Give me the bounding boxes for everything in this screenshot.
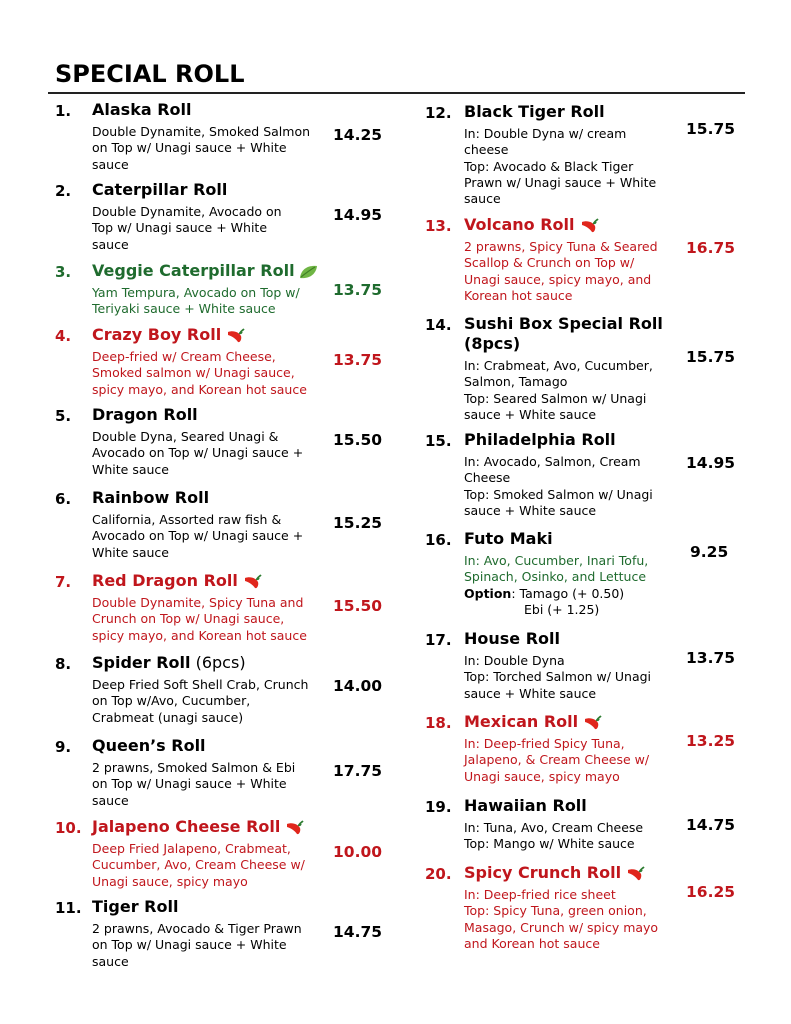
item-name-label: Caterpillar Roll: [92, 180, 228, 199]
item-number: 14.: [425, 316, 452, 334]
item-name-label: Veggie Caterpillar Roll: [92, 261, 295, 280]
item-description: In: Tuna, Avo, Cream Cheese Top: Mango w/ White sauce: [464, 820, 644, 852]
item-description: 2 prawns, Smoked Salmon & Ebi on Top w/ Unagi sauce + White sauce: [92, 760, 296, 808]
item-price: 15.50: [333, 597, 383, 615]
item-description: Yam Tempura, Avocado on Top w/ Teriyaki sauce + White sauce: [92, 285, 300, 317]
item-description: In: Deep-fried Spicy Tuna, Jalapeno, & Cream Cheese w/ Unagi sauce, spicy mayo: [464, 736, 650, 784]
item-name-label: Mexican Roll: [464, 712, 579, 731]
item-number: 13.: [425, 217, 452, 235]
item-price: 10.00: [333, 843, 383, 861]
item-name-label: Futo Maki: [464, 529, 553, 548]
item-name: [92, 897, 178, 916]
item-name-label: Sushi Box Special Roll: [464, 314, 663, 333]
item-price: 15.75: [686, 120, 736, 138]
item-name: [464, 102, 605, 121]
item-description: Double Dynamite, Smoked Salmon on Top w/ Unagi sauce + White sauce: [92, 124, 311, 172]
item-option: [464, 586, 624, 602]
item-price: 9.25: [690, 543, 729, 561]
item-name: [92, 817, 304, 836]
menu-title: SPECIAL ROLL: [55, 60, 245, 88]
item-number: 15.: [425, 432, 452, 450]
item-description: In: Crabmeat, Avo, Cucumber, Salmon, Tamago Top: Seared Salmon w/ Unagi sauce + White sauce: [464, 358, 653, 422]
option-value: : Tamago (+ 0.50): [511, 585, 625, 601]
chili-pepper-icon: [579, 218, 599, 234]
item-number: 12.: [425, 104, 452, 122]
item-name: [464, 529, 553, 548]
item-name-label: Volcano Roll: [464, 215, 575, 234]
item-description: In: Avocado, Salmon, Cream Cheese Top: Smoked Salmon w/ Unagi sauce + White sauce: [464, 454, 653, 518]
item-description: Double Dyna, Seared Unagi & Avocado on Top w/ Unagi sauce + White sauce: [92, 429, 304, 477]
item-description: 2 prawns, Spicy Tuna & Seared Scallop & Crunch on Top w/ Unagi sauce, spicy mayo, and Korean hot sauce: [464, 239, 658, 303]
item-name-label: Tiger Roll: [92, 897, 179, 916]
item-name-label: House Roll: [464, 629, 560, 648]
item-number: 20.: [425, 865, 452, 883]
item-pieces: (6pcs): [190, 653, 246, 672]
item-number: 4.: [55, 327, 72, 345]
item-description: California, Assorted raw fish & Avocado on Top w/ Unagi sauce + White sauce: [92, 512, 304, 560]
item-name: [92, 325, 245, 344]
item-name: [464, 629, 560, 648]
item-name-label: Crazy Boy Roll: [92, 325, 222, 344]
item-number: 7.: [55, 573, 72, 591]
item-number: 1.: [55, 102, 72, 120]
item-description: Double Dynamite, Spicy Tuna and Crunch on Top w/ Unagi sauce, spicy mayo, and Korean hot sauce: [92, 595, 307, 643]
item-number: 2.: [55, 182, 72, 200]
item-number: 16.: [425, 531, 452, 549]
item-price: 15.25: [333, 514, 383, 532]
item-name-label: Philadelphia Roll: [464, 430, 616, 449]
item-name: [464, 863, 645, 882]
item-price: 14.25: [333, 126, 383, 144]
item-description: In: Deep-fried rice sheet Top: Spicy Tuna, green onion, Masago, Crunch w/ spicy mayo and Korean hot sauce: [464, 887, 659, 951]
item-price: 14.75: [333, 923, 383, 941]
item-name: [464, 796, 587, 815]
item-name-label: Rainbow Roll: [92, 488, 210, 507]
item-name: [464, 215, 599, 234]
option-value: Ebi (+ 1.25): [524, 601, 600, 617]
chili-pepper-icon: [242, 574, 262, 590]
chili-pepper-icon: [625, 866, 645, 882]
item-name: [464, 314, 663, 333]
item-name-label: Queen’s Roll: [92, 736, 206, 755]
item-price: 13.75: [686, 649, 736, 667]
item-price: 14.95: [686, 454, 736, 472]
title-divider: [48, 92, 745, 94]
item-description: Deep Fried Soft Shell Crab, Crunch on Top w/Avo, Cucumber, Crabmeat (unagi sauce): [92, 677, 309, 725]
item-name-label: Spicy Crunch Roll: [464, 863, 622, 882]
item-name: [92, 571, 262, 590]
item-description: In: Avo, Cucumber, Inari Tofu, Spinach, Osinko, and Lettuce: [464, 553, 649, 585]
item-number: 11.: [55, 899, 82, 917]
item-price: 17.75: [333, 762, 383, 780]
item-name: [92, 180, 227, 199]
item-price: 13.75: [333, 351, 383, 369]
item-price: 13.25: [686, 732, 736, 750]
item-price: 13.75: [333, 281, 383, 299]
item-price: 15.75: [686, 348, 736, 366]
item-number: 9.: [55, 738, 72, 756]
item-name: [92, 405, 198, 424]
item-name-label: Red Dragon Roll: [92, 571, 238, 590]
item-price: 14.75: [686, 816, 736, 834]
chili-pepper-icon: [225, 328, 245, 344]
leaf-icon: [298, 264, 318, 280]
item-name: [92, 653, 246, 672]
item-number: 17.: [425, 631, 452, 649]
item-description: In: Double Dyna w/ cream cheese Top: Avocado & Black Tiger Prawn w/ Unagi sauce + White sauce: [464, 126, 657, 207]
item-number: 19.: [425, 798, 452, 816]
chili-pepper-icon: [284, 820, 304, 836]
item-name: [464, 712, 602, 731]
item-name-label: Dragon Roll: [92, 405, 198, 424]
item-name: [92, 736, 206, 755]
item-name-label: Hawaiian Roll: [464, 796, 587, 815]
chili-pepper-icon: [582, 715, 602, 731]
item-description: 2 prawns, Avocado & Tiger Prawn on Top w/ Unagi sauce + White sauce: [92, 921, 302, 969]
item-description: Deep Fried Jalapeno, Crabmeat, Cucumber, Avo, Cream Cheese w/ Unagi sauce, spicy mayo: [92, 841, 305, 889]
item-name-line2: (8pcs): [464, 334, 521, 353]
item-name-label: Spider Roll: [92, 653, 191, 672]
item-name: [92, 261, 318, 280]
item-number: 6.: [55, 490, 72, 508]
item-price: 14.95: [333, 206, 383, 224]
item-price: 16.25: [686, 883, 736, 901]
item-number: 8.: [55, 655, 72, 673]
item-description: Double Dynamite, Avocado on Top w/ Unagi sauce + White sauce: [92, 204, 282, 252]
item-description: Deep-fried w/ Cream Cheese, Smoked salmon w/ Unagi sauce, spicy mayo, and Korean hot sauce: [92, 349, 307, 397]
item-price: 14.00: [333, 677, 383, 695]
item-name-label: Black Tiger Roll: [464, 102, 605, 121]
item-price: 15.50: [333, 431, 383, 449]
item-name-label: Alaska Roll: [92, 100, 192, 119]
item-name: [464, 430, 616, 449]
option-label: Option: [464, 585, 512, 601]
item-number: 18.: [425, 714, 452, 732]
item-name: [92, 100, 191, 119]
item-number: 10.: [55, 819, 82, 837]
item-name: [92, 488, 209, 507]
item-number: 5.: [55, 407, 72, 425]
item-price: 16.75: [686, 239, 736, 257]
item-name-label: Jalapeno Cheese Roll: [92, 817, 281, 836]
item-description: In: Double Dyna Top: Torched Salmon w/ Unagi sauce + White sauce: [464, 653, 652, 701]
item-number: 3.: [55, 263, 72, 281]
